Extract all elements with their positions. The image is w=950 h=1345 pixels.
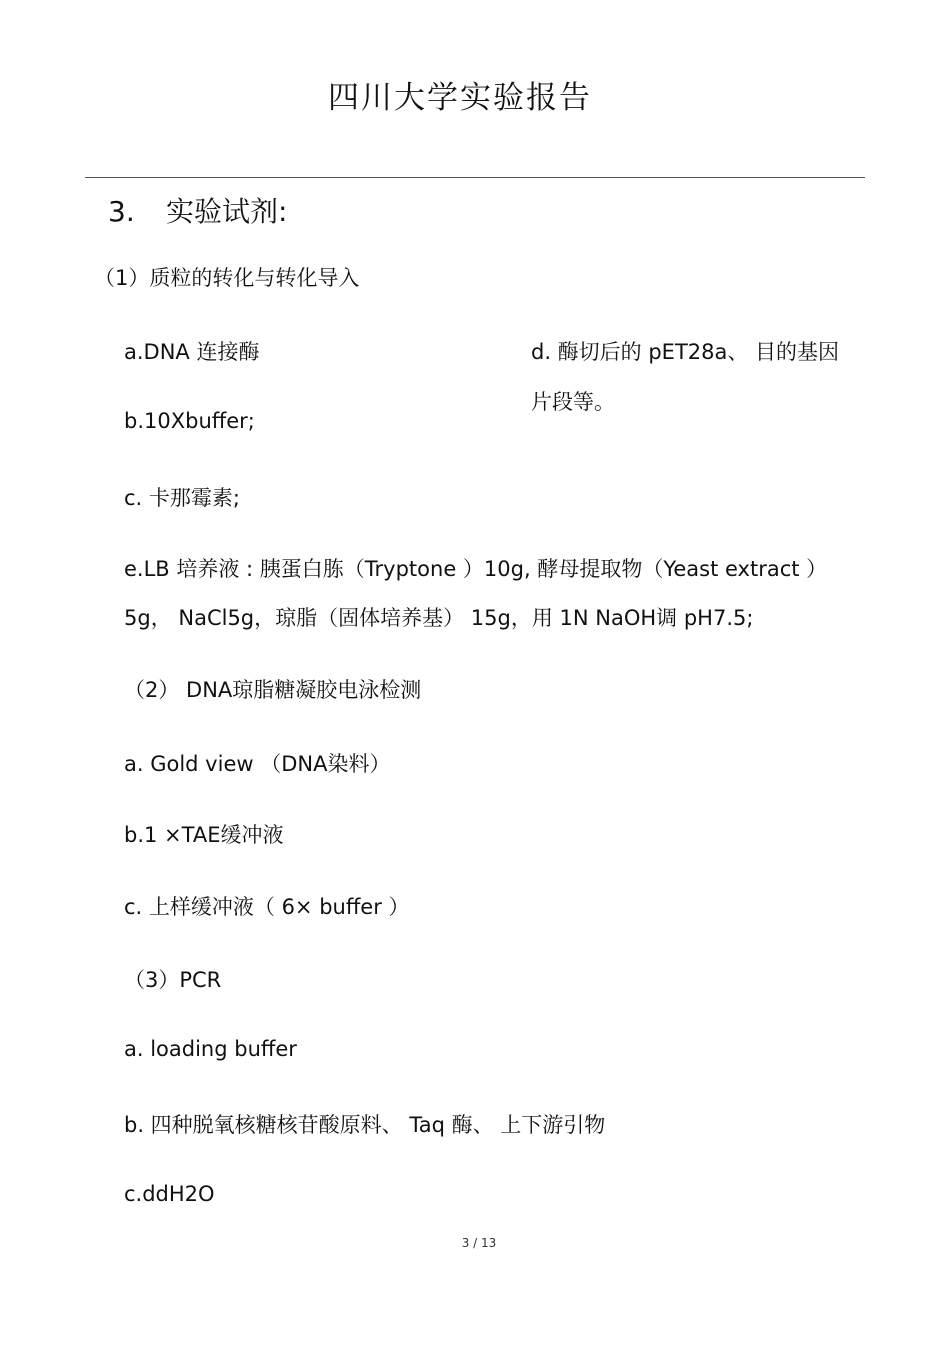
part1-item-a: a.DNA 连接酶 [124, 340, 260, 364]
part2-heading: （2） DNA琼脂糖凝胶电泳检测 [124, 678, 422, 702]
part1-item-b: b.10Xbuffer; [124, 409, 255, 433]
part3-item-a: a. loading buffer [124, 1037, 297, 1061]
part3-heading: （3）PCR [124, 968, 222, 992]
part3-item-b: b. 四种脱氧核糖核苷酸原料、 Taq 酶、 上下游引物 [124, 1113, 606, 1137]
part1-item-e-line1: e.LB 培养液 : 胰蛋白胨（Tryptone ）10g, 酵母提取物（Yeast extract ） [124, 557, 828, 581]
part1-item-d-line1: d. 酶切后的 pET28a、 目的基因 [531, 340, 840, 364]
page-number: 3 / 13 [461, 1236, 497, 1250]
page-title: 四川大学实验报告 [328, 80, 592, 116]
part3-item-c: c.ddH2O [124, 1182, 215, 1206]
part2-item-c: c. 上样缓冲液（ 6× buffer ） [124, 895, 410, 919]
part1-item-d-line2: 片段等。 [531, 390, 615, 414]
header-divider [85, 177, 865, 178]
section-heading [108, 190, 287, 230]
part1-heading: （1）质粒的转化与转化导入 [94, 266, 360, 290]
section-title: 实验试剂: [166, 195, 288, 228]
section-number: 3. [108, 195, 135, 228]
part1-item-c: c. 卡那霉素; [124, 486, 240, 510]
part2-item-b: b.1 ×TAE缓冲液 [124, 823, 284, 847]
part2-item-a: a. Gold view （DNA染料） [124, 752, 391, 776]
part1-item-e-line2: 5g， NaCl5g，琼脂（固体培养基） 15g，用 1N NaOH调 pH7.5; [124, 606, 754, 630]
